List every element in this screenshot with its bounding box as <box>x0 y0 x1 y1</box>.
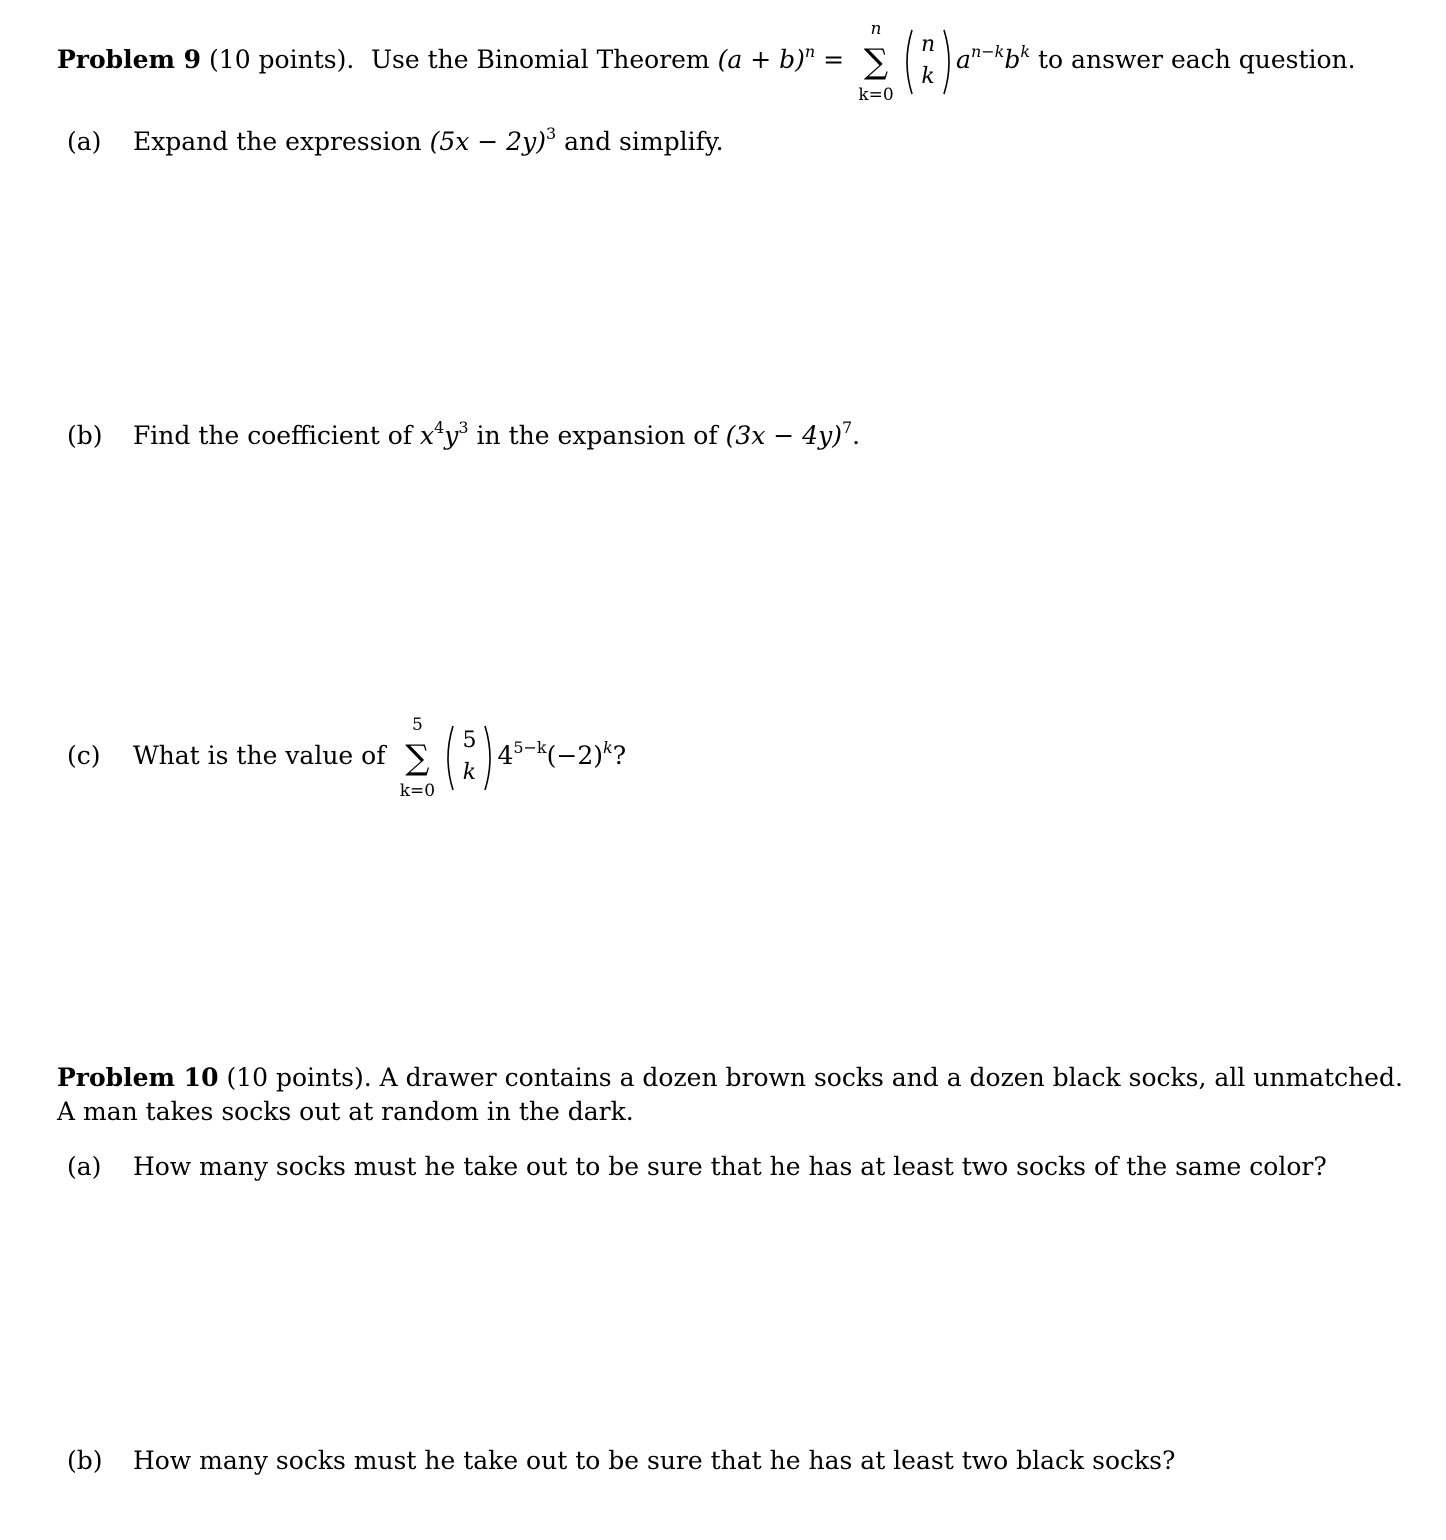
part-c-base2: (−2) <box>546 741 603 770</box>
part-c-text-before: What is the value of <box>132 741 386 770</box>
part-c-sum-lower: k=0 <box>399 780 436 801</box>
part-a-text-before: Expand the expression <box>132 127 422 156</box>
problem-9-part-b <box>67 419 860 453</box>
sigma-icon: ∑ <box>863 41 889 82</box>
summation-symbol <box>854 18 898 105</box>
problem-9-header <box>57 18 1356 105</box>
problem-10-part-b <box>67 1444 1175 1478</box>
problem-9-part-c <box>67 714 627 801</box>
part-c-sum-upper: 5 <box>412 714 423 735</box>
formula-lhs-exp: n <box>804 42 816 61</box>
part-b-var-y-exp: 3 <box>458 418 469 437</box>
part-b-expr: (3x − 4y) <box>725 421 842 450</box>
part-b-var-x: x <box>419 421 435 450</box>
part-a-expr: (5x − 2y) <box>429 127 546 156</box>
part-c-base1-exp: 5−k <box>513 738 547 757</box>
problem-10-part-a <box>67 1150 1327 1184</box>
problem-9-intro-after: to answer each question. <box>1038 45 1356 74</box>
formula-lhs: (a + b) <box>717 45 805 74</box>
binomial-formula <box>717 18 1038 105</box>
sum-upper-limit: n <box>870 18 882 39</box>
part-b-text-after: . <box>852 421 861 450</box>
problem-9-points: (10 points). <box>209 45 355 74</box>
formula-term-b: b <box>1004 45 1021 74</box>
problem-10-intro-line1: A drawer contains a dozen brown socks and a dozen black socks, all unmatched. <box>379 1063 1403 1092</box>
problem-10-intro-line2: A man takes socks out at random in the dark. <box>57 1097 634 1126</box>
part-c-label: (c) <box>67 741 101 770</box>
part-b-text-mid: in the expansion of <box>476 421 718 450</box>
binom-bottom: k <box>921 63 935 89</box>
p10-part-b-text: How many socks must he take out to be sure that he has at least two black socks? <box>132 1446 1176 1475</box>
p10-part-b-label: (b) <box>67 1446 103 1475</box>
problem-9-intro-before: Use the Binomial Theorem <box>370 45 710 74</box>
part-a-text-after: and simplify. <box>564 127 724 156</box>
part-b-expr-exp: 7 <box>841 418 853 437</box>
part-c-text-after: ? <box>612 741 627 770</box>
sigma-icon: ∑ <box>405 737 430 778</box>
part-a-expr-exp: 3 <box>545 124 557 143</box>
binom-top: n <box>920 31 936 57</box>
sum-lower-limit: k=0 <box>858 84 894 105</box>
part-b-var-y: y <box>444 421 459 450</box>
problem-9-part-a <box>67 125 724 159</box>
part-b-var-x-exp: 4 <box>434 418 445 437</box>
problem-10-header <box>57 1061 1403 1095</box>
formula-term-a-exp: n−k <box>970 42 1005 61</box>
p10-part-a-label: (a) <box>67 1152 102 1181</box>
binomial-coefficient <box>900 26 956 98</box>
p10-part-a-text: How many socks must he take out to be sure that he has at least two socks of the same color? <box>132 1152 1327 1181</box>
part-c-base1: 4 <box>497 741 514 770</box>
formula-term-b-exp: k <box>1020 42 1031 61</box>
part-c-binom-bottom: k <box>462 759 477 785</box>
problem-10-title: Problem 10 <box>57 1063 219 1092</box>
problem-10-intro-line2-row <box>57 1095 634 1129</box>
part-b-label: (b) <box>67 421 103 450</box>
problem-10-points: (10 points). <box>226 1063 372 1092</box>
part-c-binom-top: 5 <box>462 727 477 753</box>
part-b-text-before: Find the coefficient of <box>132 421 413 450</box>
formula-term-a: a <box>956 45 971 74</box>
part-c-base2-exp: k <box>603 738 613 757</box>
part-a-label: (a) <box>67 127 102 156</box>
part-c-summation <box>395 714 439 801</box>
problem-9-title: Problem 9 <box>57 45 202 74</box>
part-c-binomial <box>441 722 497 794</box>
formula-equals: = <box>823 45 845 74</box>
